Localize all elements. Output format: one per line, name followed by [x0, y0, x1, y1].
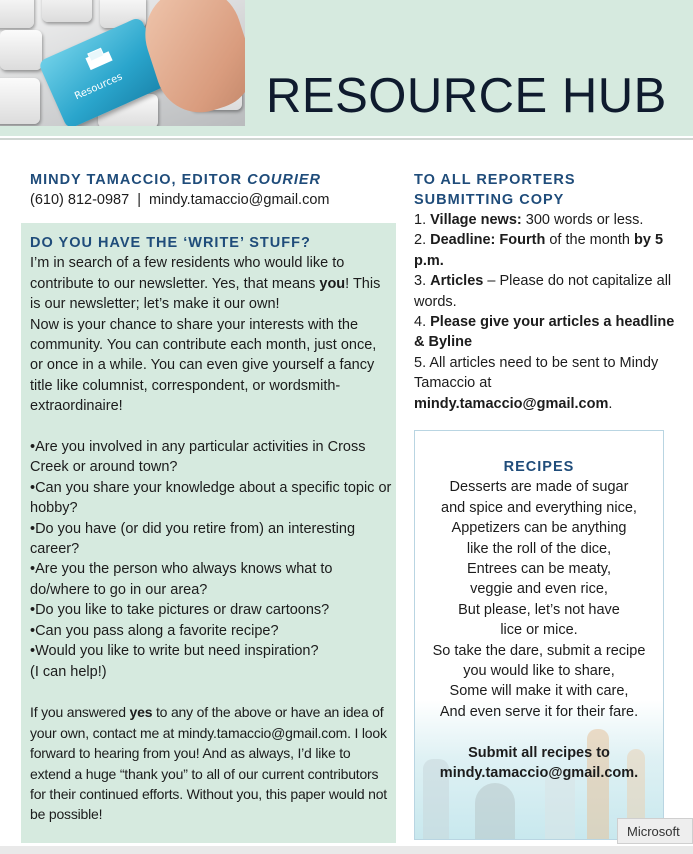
list-item: • Are you the person who always knows what to do/where to go in our area?: [30, 559, 392, 600]
poem-line: lice or mice.: [500, 622, 578, 639]
keyboard-key: [0, 0, 34, 28]
intro-bold: you: [319, 275, 346, 292]
microsoft-badge[interactable]: Microsoft: [617, 818, 693, 844]
poem-line: Some will make it with care,: [449, 683, 629, 700]
editor-contact: [30, 190, 329, 210]
poem-line: you would like to share,: [463, 663, 615, 680]
recipes-heading: RECIPES: [503, 459, 575, 475]
write-stuff-box: [21, 223, 396, 843]
recipes-email[interactable]: mindy.tamaccio@gmail.com.: [439, 765, 639, 782]
contact-separator: |: [137, 192, 141, 208]
poem-line: veggie and even rice,: [470, 581, 608, 598]
reporters-heading: TO ALL REPORTERS: [414, 172, 576, 188]
list-item: • Are you involved in any particular activities in Cross Creek or around town?: [30, 437, 392, 478]
poem-line: And even serve it for their fare.: [439, 703, 639, 720]
utensil-decoration: [475, 783, 515, 839]
reporters-email[interactable]: mindy.tamaccio@gmail.com: [414, 395, 609, 412]
keyboard-key: [0, 30, 42, 70]
keyboard-photo: [0, 0, 245, 126]
submission-steps: [414, 210, 679, 414]
poem-line: Entrees can be meaty,: [466, 561, 611, 578]
editor-label: MINDY TAMACCIO, EDITOR: [30, 172, 243, 188]
intro-paragraph: [30, 253, 392, 314]
closing-paragraph: [30, 702, 392, 824]
poem-line: Appetizers can be anything: [451, 520, 627, 537]
list-item: • Would you like to write but need inspiration?: [30, 641, 392, 661]
poem-line: But please, let’s not have: [458, 601, 620, 618]
keyboard-key: [0, 78, 40, 124]
intro-paragraph-2: Now is your chance to share your interests with the community. You can contribute each month, just once, or once in a while. You can even give yourself a fancy title like columnist, correspondent, or wordsmith-extraordinaire!: [30, 316, 377, 415]
write-stuff-heading: DO YOU HAVE THE ‘WRITE’ STUFF?: [30, 235, 311, 251]
footer-strip: [0, 846, 693, 854]
help-note: (I can help!): [30, 663, 107, 680]
reporters-heading-2: SUBMITTING COPY: [414, 192, 565, 208]
editor-email[interactable]: mindy.tamaccio@gmail.com: [149, 192, 330, 208]
submit-recipes: Submit all recipes to: [468, 744, 610, 761]
page-title: RESOURCE HUB: [266, 69, 667, 123]
poem-line: like the roll of the dice,: [466, 540, 612, 557]
poem-line: Desserts are made of sugar: [449, 479, 629, 496]
list-item: 5. All articles need to be sent to Mindy Tamaccio at mindy.tamaccio@gmail.com.: [414, 354, 659, 412]
poem-line: and spice and everything nice,: [441, 499, 637, 516]
list-item: • Do you have (or did you retire from) an interesting career?: [30, 519, 392, 560]
question-list: [30, 437, 392, 661]
resources-key-label: Resources: [73, 71, 125, 103]
paper-name: COURIER: [247, 172, 322, 188]
folder-icon: [83, 44, 114, 71]
list-item: 3. Articles – Please do not capitalize all words.: [414, 273, 672, 310]
divider: [0, 138, 693, 140]
keyboard-key: [42, 0, 92, 22]
poem-line: So take the dare, submit a recipe: [432, 642, 646, 659]
intro-text-end: ! This is our newsletter; let’s make it our own!: [30, 275, 381, 313]
editor-byline: [30, 170, 321, 190]
list-item: • Can you share your knowledge about a specific topic or hobby?: [30, 478, 392, 519]
reporters-section: [414, 170, 679, 414]
list-item: 1. Village news: 300 words or less.: [414, 212, 644, 228]
editor-phone: (610) 812-0987: [30, 192, 130, 208]
closing-bold: yes: [129, 704, 153, 721]
recipes-box: [414, 430, 664, 840]
list-item: 2. Deadline: Fourth of the month by 5 p.m.: [414, 232, 664, 269]
list-item: • Can you pass along a favorite recipe?: [30, 621, 392, 641]
closing-text: If you answered: [30, 704, 130, 721]
closing-text-end: to any of the above or have an idea of your own, contact me at mindy.tamaccio@gmail.com. I look forward to hearing from you! And as always, I’d like to extend a huge “thank you” to all of our current contributors for their continued efforts. Without you, this paper would not be possible!: [30, 704, 387, 823]
list-item: 4. Please give your articles a headline & Byline: [414, 314, 675, 351]
list-item: • Do you like to take pictures or draw cartoons?: [30, 600, 392, 620]
intro-text: I’m in search of a few residents who would like to contribute to our newsletter. Yes, that means: [30, 255, 345, 292]
